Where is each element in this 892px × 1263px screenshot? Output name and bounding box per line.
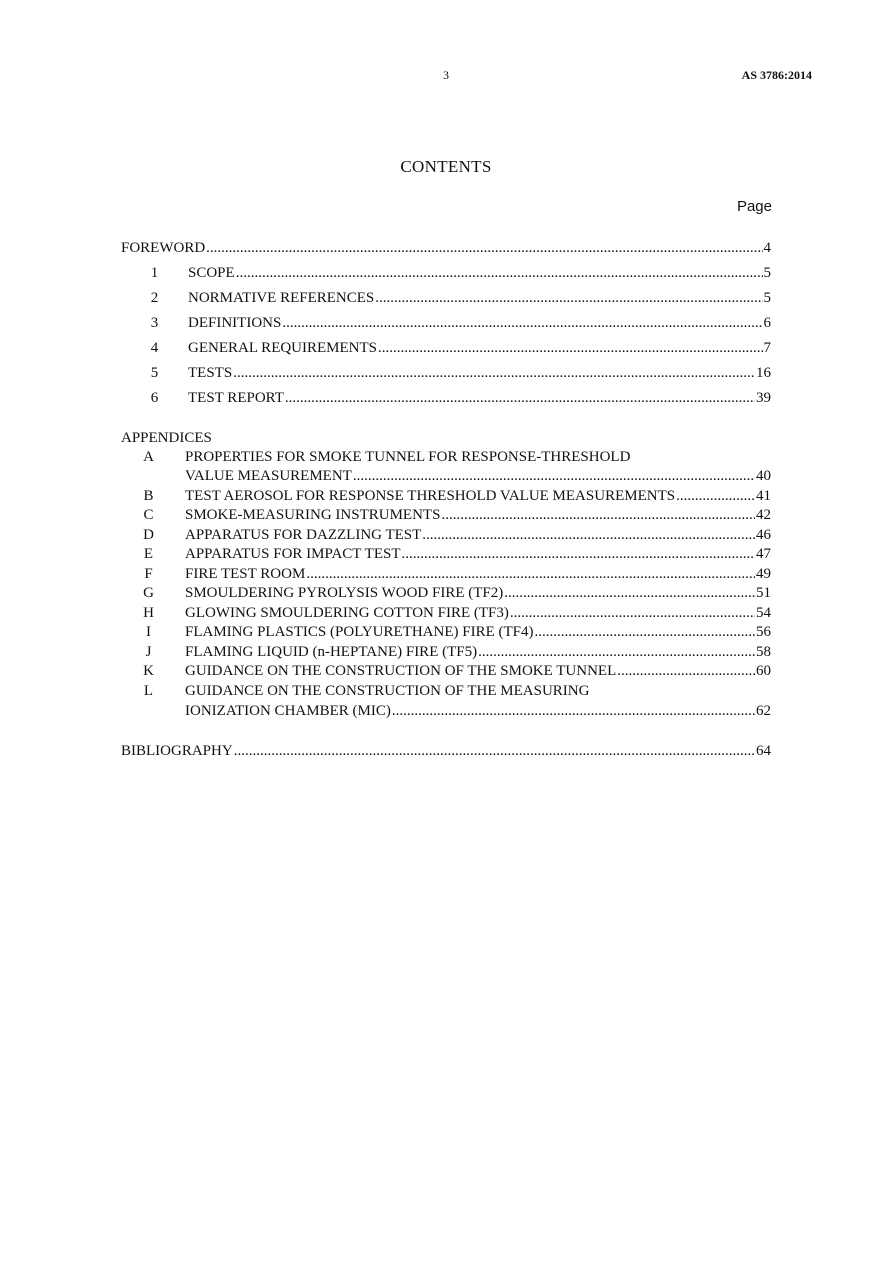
contents-title: CONTENTS — [400, 157, 492, 176]
dot-leader — [285, 389, 755, 408]
dot-leader — [306, 565, 755, 584]
page-column-heading: Page — [736, 198, 772, 215]
toc-entry-appendix-c[interactable] — [121, 506, 771, 525]
dot-leader — [282, 314, 762, 333]
appendix-letter: B — [143, 488, 154, 504]
dot-leader — [676, 487, 755, 506]
appendix-letter: H — [143, 605, 154, 621]
toc-entry-title: DEFINITIONS — [188, 315, 282, 331]
toc-entry-title: NORMATIVE REFERENCES — [188, 290, 375, 306]
dot-leader — [617, 662, 755, 681]
toc-entry-section-6[interactable] — [121, 389, 771, 408]
appendix-letter: L — [143, 683, 154, 699]
appendix-letter: E — [143, 546, 154, 562]
toc-entry-appendix-l[interactable] — [121, 702, 771, 721]
section-number: 1 — [150, 265, 159, 281]
toc-entry-appendix-f[interactable] — [121, 565, 771, 584]
toc-entry-section-3[interactable] — [121, 314, 771, 333]
dot-leader — [233, 364, 755, 383]
toc-entry-page: 16 — [756, 365, 771, 381]
toc-entry-title: GENERAL REQUIREMENTS — [188, 340, 378, 356]
appendix-letter: C — [143, 507, 154, 523]
appendices-heading: APPENDICES — [121, 430, 212, 446]
toc-entry-title: SCOPE — [188, 265, 235, 281]
appendix-letter: G — [143, 585, 154, 601]
toc-entry-section-5[interactable] — [121, 364, 771, 383]
appendix-letter: I — [146, 624, 151, 640]
toc-entry-foreword[interactable] — [121, 239, 771, 258]
toc-entry-page: 58 — [756, 644, 771, 660]
appendix-letter: F — [144, 566, 153, 582]
dot-leader — [378, 339, 762, 358]
toc-entry-title: GLOWING SMOULDERING COTTON FIRE (TF3) — [185, 605, 509, 621]
toc-entry-appendix-a[interactable] — [121, 467, 771, 486]
toc-entry-title: TEST REPORT — [188, 390, 284, 406]
toc-entry-title-line1: PROPERTIES FOR SMOKE TUNNEL FOR RESPONSE-THRESHOLD — [185, 449, 631, 465]
toc-entry-section-2[interactable] — [121, 289, 771, 308]
toc-entry-title: SMOKE-MEASURING INSTRUMENTS — [185, 507, 441, 523]
toc-entry-title: FLAMING PLASTICS (POLYURETHANE) FIRE (TF4) — [185, 624, 534, 640]
appendix-letter: J — [145, 644, 152, 660]
toc-entry-page: 5 — [763, 290, 771, 306]
toc-entry-page: 4 — [763, 240, 771, 256]
toc-entry-appendix-j[interactable] — [121, 643, 771, 662]
dot-leader — [206, 239, 762, 258]
appendix-letter: K — [143, 663, 154, 679]
toc-entry-section-1[interactable] — [121, 264, 771, 283]
toc-entry-appendix-l-line1 — [121, 682, 589, 701]
toc-entry-title: GUIDANCE ON THE CONSTRUCTION OF THE SMOKE TUNNEL — [185, 663, 617, 679]
toc-entry-page: 6 — [763, 315, 771, 331]
dot-leader — [402, 545, 755, 564]
toc-entry-page: 46 — [756, 527, 771, 543]
toc-entry-page: 56 — [756, 624, 771, 640]
toc-entry-appendix-d[interactable] — [121, 526, 771, 545]
section-number: 2 — [150, 290, 159, 306]
toc-entry-page: 42 — [756, 507, 771, 523]
appendix-letter: D — [143, 527, 154, 543]
header-page-number: 3 — [443, 68, 449, 82]
toc-entry-page: 49 — [756, 566, 771, 582]
toc-entry-appendix-k[interactable] — [121, 662, 771, 681]
toc-entry-page: 64 — [756, 743, 771, 759]
toc-entry-page: 60 — [756, 663, 771, 679]
toc-entry-appendix-h[interactable] — [121, 604, 771, 623]
toc-entry-appendix-b[interactable] — [121, 487, 771, 506]
dot-leader — [353, 467, 755, 486]
section-number: 5 — [150, 365, 159, 381]
toc-entry-page: 62 — [756, 703, 771, 719]
dot-leader — [375, 289, 762, 308]
toc-entry-title-line1: GUIDANCE ON THE CONSTRUCTION OF THE MEASURING — [185, 683, 590, 699]
toc-entry-page: 40 — [756, 468, 771, 484]
toc-entry-title: SMOULDERING PYROLYSIS WOOD FIRE (TF2) — [185, 585, 504, 601]
toc-entry-appendix-g[interactable] — [121, 584, 771, 603]
toc-entry-page: 47 — [756, 546, 771, 562]
toc-entry-section-4[interactable] — [121, 339, 771, 358]
dot-leader — [478, 643, 755, 662]
toc-entry-title: IONIZATION CHAMBER (MIC) — [185, 703, 391, 719]
toc-entry-bibliography[interactable] — [121, 742, 771, 761]
toc-entry-appendix-a-line1 — [121, 448, 630, 467]
toc-entry-title: TEST AEROSOL FOR RESPONSE THRESHOLD VALUE MEASUREMENTS — [185, 488, 676, 504]
toc-entry-page: 54 — [756, 605, 771, 621]
dot-leader — [234, 742, 755, 761]
toc-entry-title: FLAMING LIQUID (n-HEPTANE) FIRE (TF5) — [185, 644, 478, 660]
dot-leader — [422, 526, 755, 545]
toc-entry-title: FIRE TEST ROOM — [185, 566, 306, 582]
dot-leader — [392, 702, 755, 721]
appendix-letter: A — [143, 449, 154, 465]
toc-entry-page: 41 — [756, 488, 771, 504]
section-number: 6 — [150, 390, 159, 406]
toc-entry-page: 5 — [763, 265, 771, 281]
header-document-id: AS 3786:2014 — [741, 68, 812, 82]
dot-leader — [535, 623, 755, 642]
toc-entry-page: 51 — [756, 585, 771, 601]
toc-entry-title: VALUE MEASUREMENT — [185, 468, 352, 484]
toc-entry-title: APPARATUS FOR DAZZLING TEST — [185, 527, 422, 543]
toc-entry-title: TESTS — [188, 365, 233, 381]
dot-leader — [504, 584, 755, 603]
toc-entry-appendix-i[interactable] — [121, 623, 771, 642]
section-number: 3 — [150, 315, 159, 331]
toc-entry-title: BIBLIOGRAPHY — [121, 743, 233, 759]
dot-leader — [236, 264, 763, 283]
dot-leader — [441, 506, 755, 525]
toc-entry-page: 7 — [763, 340, 771, 356]
section-number: 4 — [150, 340, 159, 356]
toc-entry-appendix-e[interactable] — [121, 545, 771, 564]
dot-leader — [510, 604, 755, 623]
toc-entry-title: APPARATUS FOR IMPACT TEST — [185, 546, 401, 562]
toc-entry-page: 39 — [756, 390, 771, 406]
toc-entry-title: FOREWORD — [121, 240, 206, 256]
